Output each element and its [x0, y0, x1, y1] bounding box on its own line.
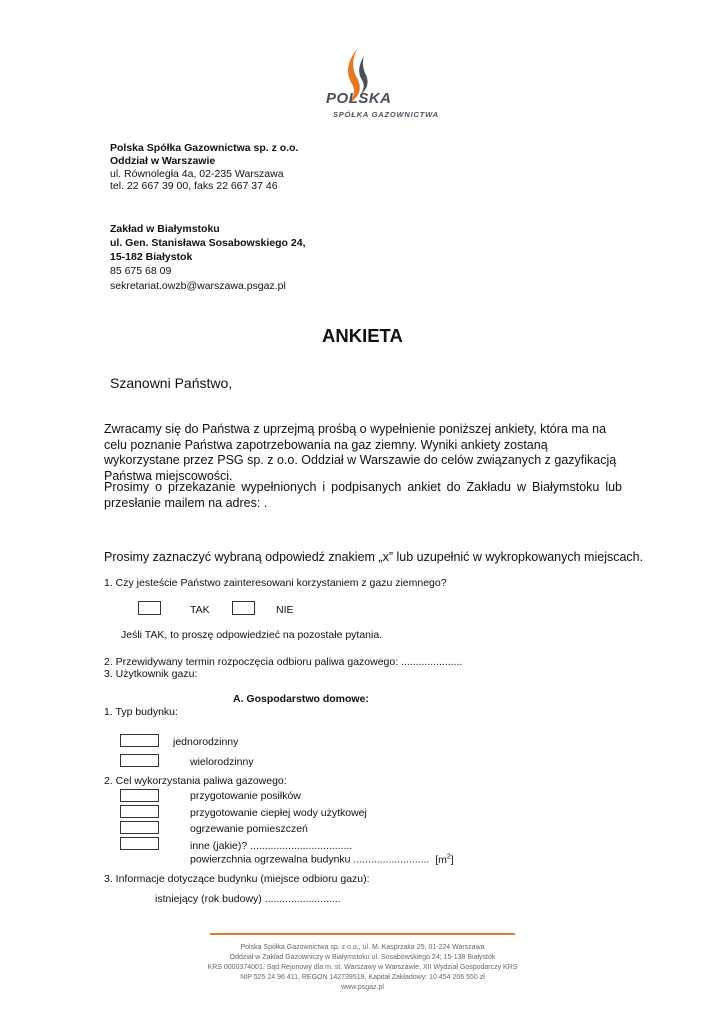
request-paragraph: Prosimy o przekazanie wypełnionych i podpisanych ankiet do Zakładu w Białymstoku lub przesłanie mailem na adres: . [104, 480, 622, 510]
logo-subtitle: SPÓŁKA GAZOWNICTWA [333, 110, 439, 119]
page-title: ANKIETA [322, 325, 403, 346]
plant-phone: 85 675 68 09 [110, 265, 172, 277]
existing-building-field[interactable]: istniejący (rok budowy) .......................... [155, 893, 341, 905]
other-label: inne (jakie)? ................................... [190, 840, 353, 852]
single-family-label: jednorodzinny [173, 736, 239, 748]
building-type-question: 1. Typ budynku: [104, 706, 178, 718]
hot-water-label: przygotowanie ciepłej wody użytkowej [190, 807, 367, 819]
footer-line-3: KRS 0000374001, Sąd Rejonowy dla m. st. Warszawy w Warszawie, XII Wydział Gospodarczy KRS [207, 964, 518, 971]
section-a-title: A. Gospodarstwo domowe: [233, 693, 369, 705]
multi-family-label: wielorodzinny [190, 756, 254, 768]
instruction-text: Prosimy zaznaczyć wybraną odpowiedź znakiem „x” lub uzupełnić w wykropkowanych miejscach. [104, 550, 644, 564]
greeting: Szanowni Państwo, [110, 375, 233, 391]
building-info-question: 3. Informacje dotyczące budynku (miejsce odbioru gazu): [104, 873, 370, 885]
footer-website-link[interactable]: www.psgaz.pl [341, 984, 384, 991]
cooking-checkbox[interactable] [120, 789, 159, 802]
question-3: 3. Użytkownik gazu: [104, 668, 198, 680]
footer-line-4: NIP 525 24 96 411, REGON 142739519, Kapitał Zakładowy: 10 454 206 550 zł [240, 974, 485, 981]
footer-divider [210, 933, 515, 935]
plant-email: sekretariat.owzb@warszawa.psgaz.pl [110, 280, 286, 292]
question-1: 1. Czy jesteście Państwo zainteresowani korzystaniem z gazu ziemnego? [104, 577, 447, 589]
heating-checkbox[interactable] [120, 821, 159, 834]
gas-use-question: 2. Cel wykorzystania paliwa gazowego: [104, 775, 287, 787]
branch-name: Oddział w Warszawie [110, 155, 216, 167]
company-name: Polska Spółka Gazownictwa sp. z o.o. [110, 142, 299, 154]
footer-line-2: Oddział w Zakład Gazowniczy w Białymstoku ul. Sosabowskiego 24; 15-138 Białystok [229, 954, 496, 961]
cooking-label: przygotowanie posiłków [190, 790, 301, 802]
multi-family-checkbox[interactable] [120, 754, 159, 767]
heated-area-field[interactable] [190, 853, 454, 866]
plant-city: 15-182 Białystok [110, 251, 193, 263]
branch-phone: tel. 22 667 39 00, faks 22 667 37 46 [110, 180, 278, 192]
logo-wordmark: POLSKA [326, 90, 392, 107]
heated-area-unit: $[m^2]$ [435, 853, 454, 866]
plant-street: ul. Gen. Stanisława Sosabowskiego 24, [110, 237, 306, 249]
question-1-note: Jeśli TAK, to proszę odpowiedzieć na pozostałe pytania. [121, 629, 383, 641]
yes-checkbox[interactable] [138, 601, 161, 615]
intro-paragraph: Zwracamy się do Państwa z uprzejmą prośbą o wypełnienie poniższej ankiety, która ma na celu poznanie Państwa zapotrzebowania na gaz ziemny. Wyniki ankiety zostaną wykorzystane przez PSG sp. z o.o. Oddział w Warszawie do celów związanych z gazyfikacją Państwa miejscowości. [104, 422, 617, 483]
question-2: 2. Przewidywany termin rozpoczęcia odbioru paliwa gazowego: ..................... [104, 656, 463, 668]
plant-name: Zakład w Białymstoku [110, 223, 220, 235]
heating-label: ogrzewanie pomieszczeń [190, 823, 308, 835]
other-checkbox[interactable] [120, 837, 159, 850]
branch-street: ul. Równoległa 4a, 02-235 Warszawa [110, 168, 284, 180]
yes-label: TAK [190, 604, 210, 616]
footer-line-1: Polska Spółka Gazownictwa sp. z o.o., ul. M. Kasprzaka 25, 01-224 Warszawa [240, 944, 485, 951]
single-family-checkbox[interactable] [120, 734, 159, 747]
no-label: NIE [276, 604, 294, 616]
heated-area-label: powierzchnia ogrzewalna budynku .......................... [190, 853, 430, 866]
no-checkbox[interactable] [232, 601, 255, 615]
hot-water-checkbox[interactable] [120, 805, 159, 818]
